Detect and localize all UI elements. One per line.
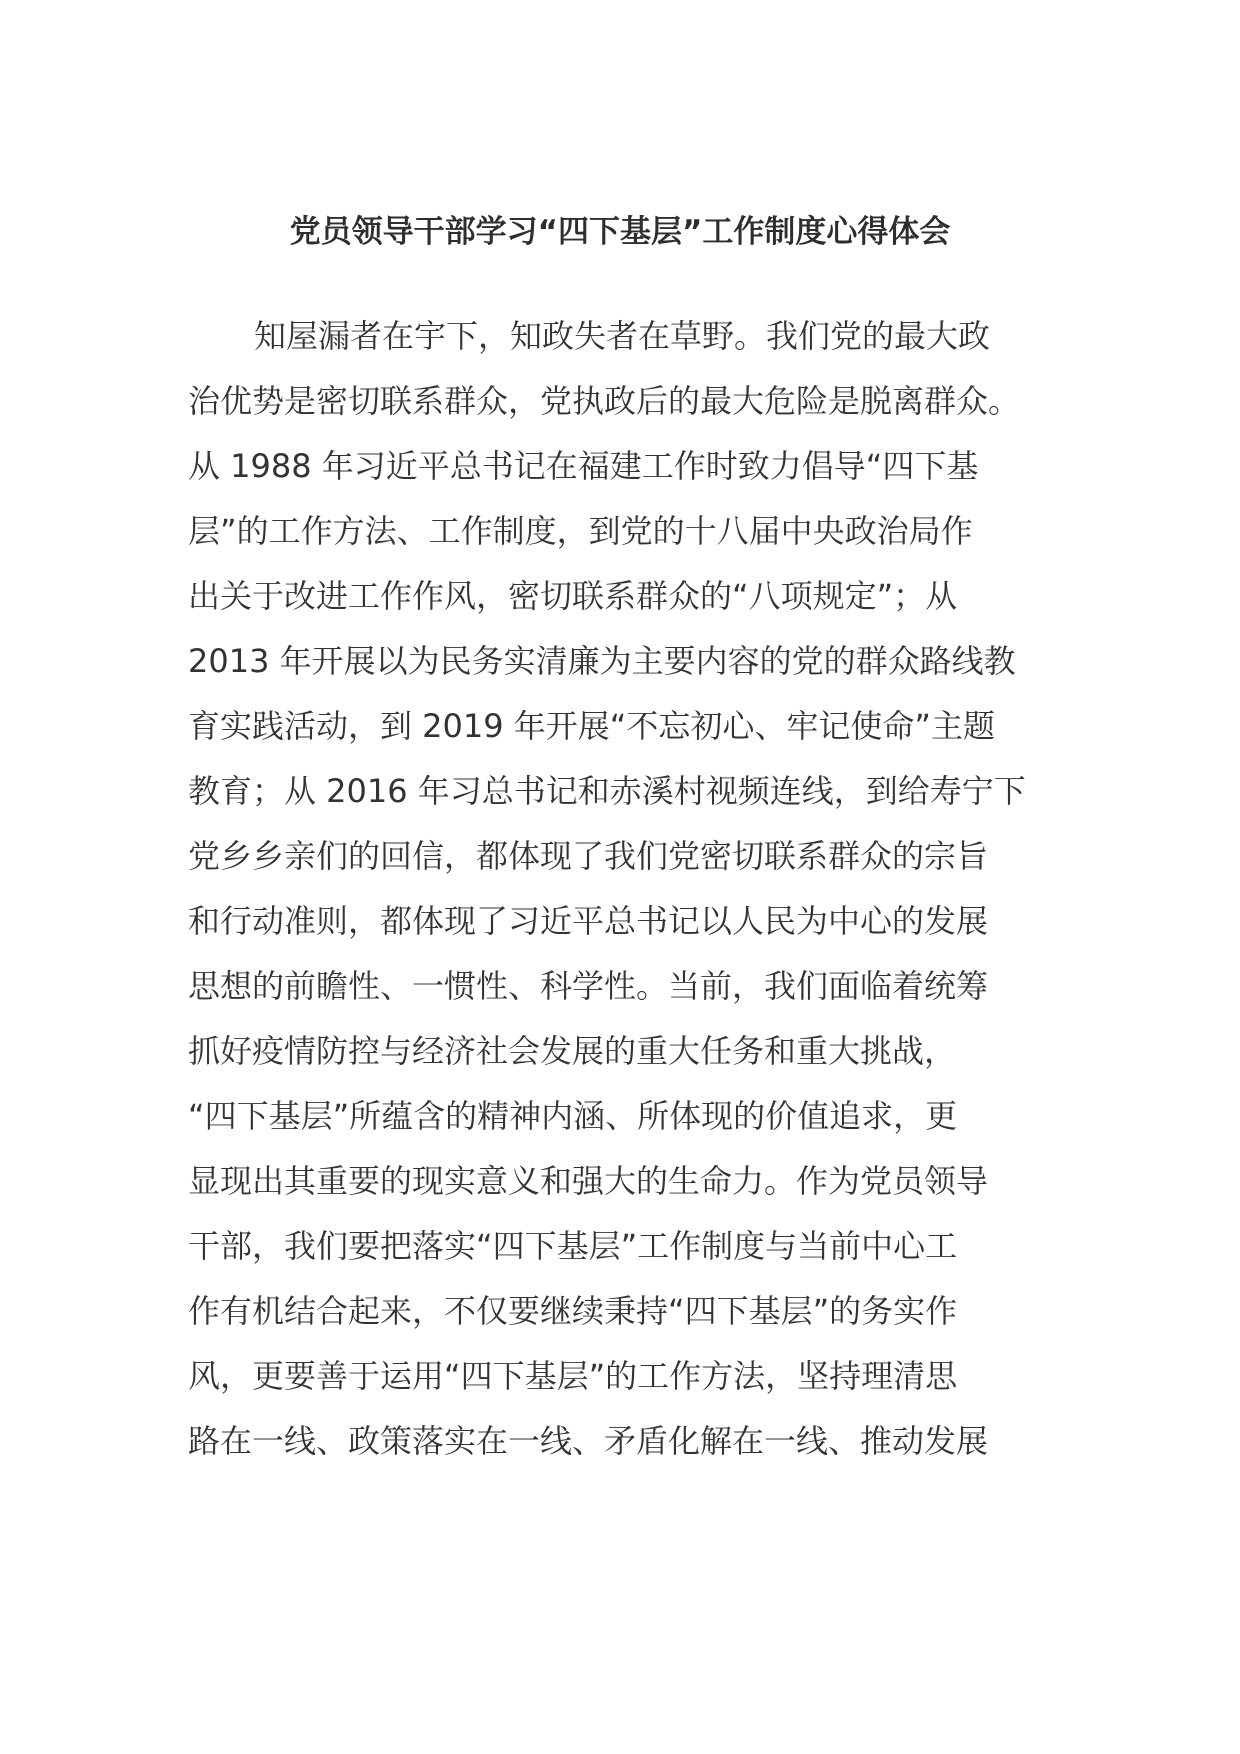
paragraph-line: 党乡乡亲们的回信，都体现了我们党密切联系群众的宗旨	[188, 837, 989, 875]
paragraph-line: 思想的前瞻性、一惯性、科学性。当前，我们面临着统筹	[188, 967, 989, 1005]
paragraph-line: 育实践活动，到 2019 年开展“不忘初心、牢记使命”主题	[188, 707, 995, 745]
paragraph-line: 显现出其重要的现实意义和强大的生命力。作为党员领导	[188, 1162, 989, 1200]
document-body	[188, 304, 1068, 1474]
paragraph-line: 作有机结合起来，不仅要继续秉持“四下基层”的务实作	[188, 1292, 958, 1330]
paragraph-line: 知屋漏者在宇下，知政失者在草野。我们党的最大政	[254, 317, 991, 355]
paragraph-line: 从 1988 年习近平总书记在福建工作时致力倡导“四下基	[188, 447, 979, 485]
paragraph-line: 干部，我们要把落实“四下基层”工作制度与当前中心工	[188, 1227, 958, 1265]
paragraph-line: “四下基层”所蕴含的精神内涵、所体现的价值追求，更	[188, 1097, 958, 1135]
document-title: 党员领导干部学习“四下基层”工作制度心得体会	[289, 214, 951, 250]
paragraph-line: 2013 年开展以为民务实清廉为主要内容的党的群众路线教	[188, 642, 1016, 680]
paragraph-line: 治优势是密切联系群众，党执政后的最大危险是脱离群众。	[188, 382, 1021, 420]
paragraph-line: 和行动准则，都体现了习近平总书记以人民为中心的发展	[188, 902, 989, 940]
paragraph-line: 风，更要善于运用“四下基层”的工作方法，坚持理清思	[188, 1357, 958, 1395]
paragraph-line: 出关于改进工作作风，密切联系群众的“八项规定”；从	[188, 577, 958, 615]
paragraph-line: 层”的工作方法、工作制度，到党的十八届中央政治局作	[188, 512, 973, 550]
paragraph-line: 教育；从 2016 年习总书记和赤溪村视频连线，到给寿宁下	[188, 772, 1026, 810]
paragraph-line: 路在一线、政策落实在一线、矛盾化解在一线、推动发展	[188, 1422, 989, 1460]
paragraph-line: 抓好疫情防控与经济社会发展的重大任务和重大挑战，	[188, 1032, 957, 1070]
